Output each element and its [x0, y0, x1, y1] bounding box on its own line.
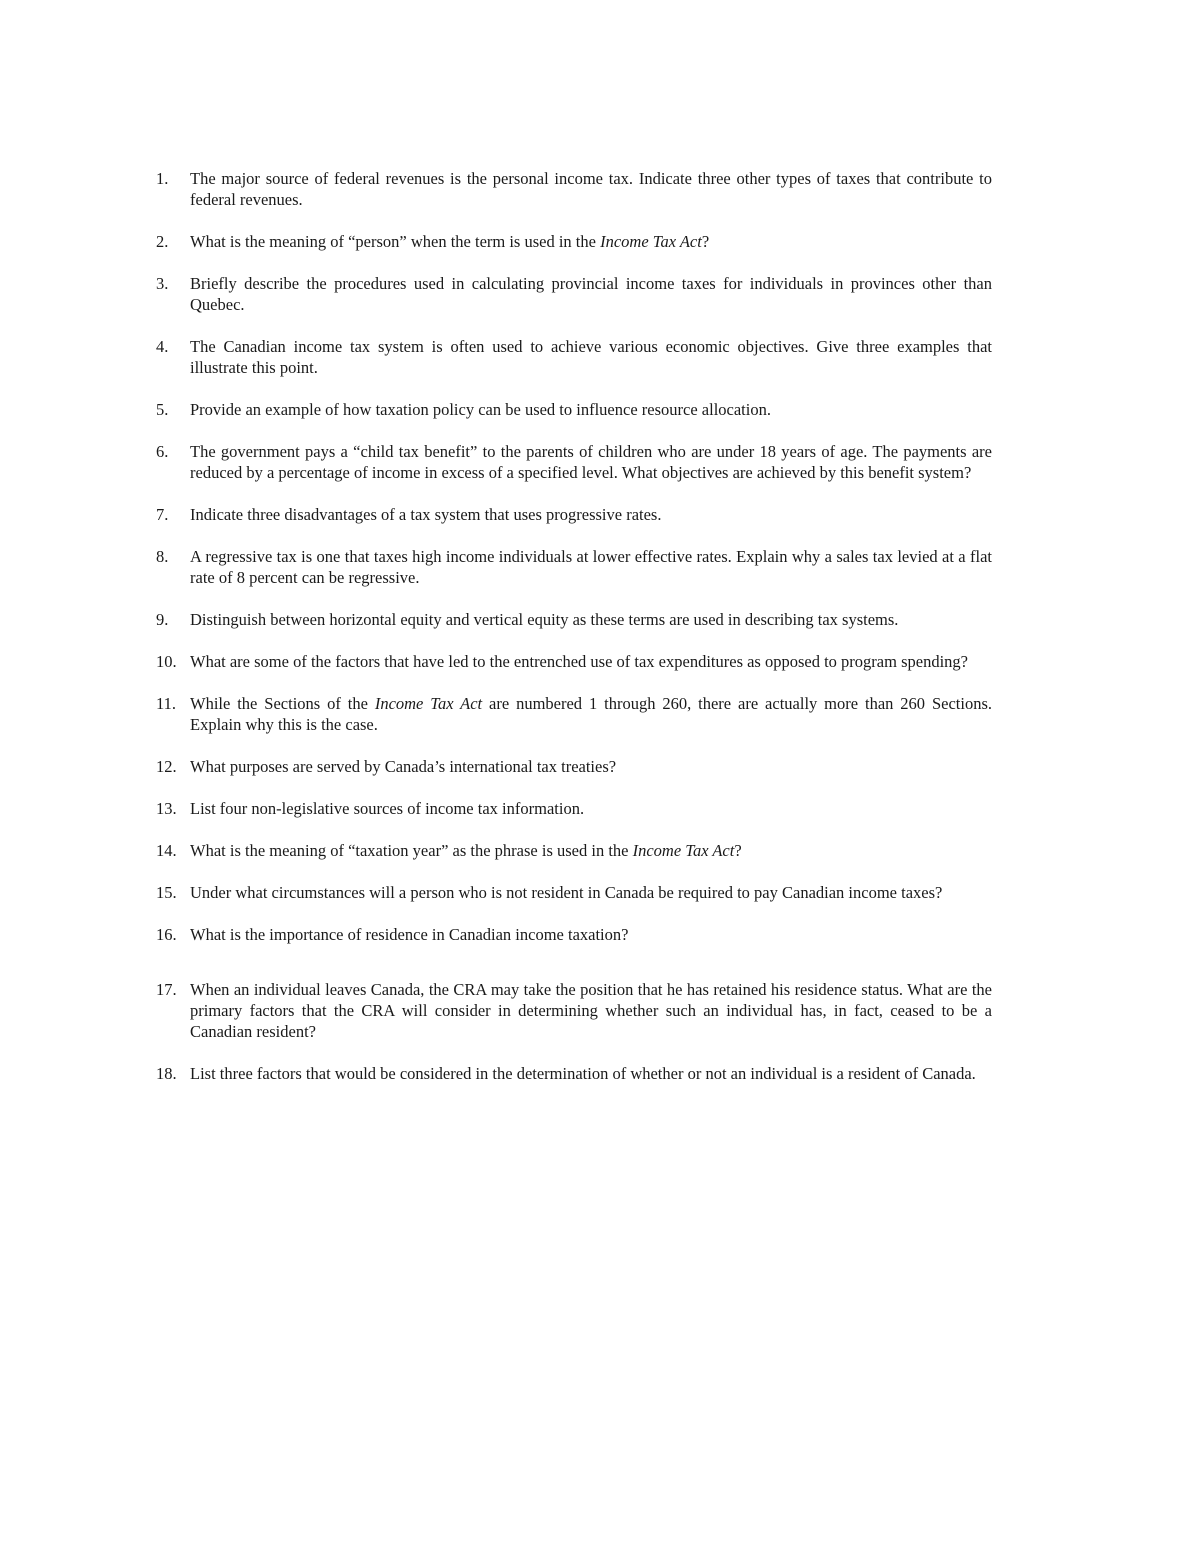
question-item [150, 231, 992, 252]
question-number: 4. [156, 337, 169, 356]
question-number: 15. [156, 883, 177, 902]
question-number: 14. [156, 841, 177, 860]
act-title: Income Tax Act [374, 694, 483, 713]
question-number: 8. [156, 547, 169, 566]
question-item [150, 882, 992, 903]
act-title: Income Tax Act [600, 232, 702, 251]
question-text: What are some of the factors that have led to the entrenched use of tax expenditures as opposed to program spending? [190, 652, 968, 671]
question-text: The major source of federal revenues is the personal income tax. Indicate three other types of taxes that contribute to federal revenues. [190, 169, 992, 209]
question-text: What is the meaning of “taxation year” as the phrase is used in the Income Tax Act? [190, 841, 742, 860]
question-number: 11. [156, 694, 177, 713]
question-text: The government pays a “child tax benefit” to the parents of children who are under 18 years of age. The payments are reduced by a percentage of income in excess of a specified level. What objectives are achieved by this benefit system? [190, 442, 992, 482]
question-list [150, 168, 992, 1105]
question-text: A regressive tax is one that taxes high income individuals at lower effective rates. Explain why a sales tax levied at a flat rate of 8 percent can be regressive. [190, 547, 992, 587]
question-text: Under what circumstances will a person who is not resident in Canada be required to pay Canadian income taxes? [190, 883, 943, 902]
question-text: Briefly describe the procedures used in calculating provincial income taxes for individuals in provinces other than Quebec. [190, 274, 992, 314]
question-item [150, 756, 992, 777]
question-number: 18. [156, 1064, 177, 1083]
question-item [150, 399, 992, 420]
question-number: 13. [156, 799, 177, 818]
question-number: 2. [156, 232, 169, 251]
question-item [150, 798, 992, 819]
question-number: 1. [156, 169, 169, 188]
question-text: List three factors that would be considered in the determination of whether or not an individual is a resident of Canada. [190, 1064, 976, 1083]
question-text: What is the importance of residence in Canadian income taxation? [190, 925, 629, 944]
question-text: Provide an example of how taxation policy can be used to influence resource allocation. [190, 400, 771, 419]
question-item [150, 546, 992, 588]
question-item [150, 924, 992, 945]
question-number: 16. [156, 925, 177, 944]
question-text: The Canadian income tax system is often used to achieve various economic objectives. Give three examples that illustrate this point. [190, 337, 992, 377]
question-number: 9. [156, 610, 169, 629]
question-item [150, 1063, 992, 1084]
question-text: Distinguish between horizontal equity and vertical equity as these terms are used in describing tax systems. [190, 610, 899, 629]
question-item [150, 651, 992, 672]
question-text: When an individual leaves Canada, the CRA may take the position that he has retained his residence status. What are the primary factors that the CRA will consider in determining whether such an individual has, in fact, ceased to be a Canadian resident? [190, 980, 992, 1041]
question-item [150, 840, 992, 861]
question-number: 3. [156, 274, 169, 293]
question-number: 5. [156, 400, 169, 419]
question-item [150, 336, 992, 378]
question-number: 17. [156, 980, 177, 999]
question-item [150, 979, 992, 1042]
question-item [150, 609, 992, 630]
question-item [150, 168, 992, 210]
question-text: What is the meaning of “person” when the term is used in the Income Tax Act? [190, 232, 710, 251]
question-text: What purposes are served by Canada’s international tax treaties? [190, 757, 617, 776]
act-title: Income Tax Act [632, 841, 735, 860]
question-number: 7. [156, 505, 169, 524]
question-item [150, 273, 992, 315]
question-item [150, 504, 992, 525]
question-text: Indicate three disadvantages of a tax system that uses progressive rates. [190, 505, 662, 524]
question-item [150, 693, 992, 735]
question-text: List four non-legislative sources of income tax information. [190, 799, 585, 818]
question-text: While the Sections of the Income Tax Act are numbered 1 through 260, there are actually more than 260 Sections. Explain why this is the case. [190, 694, 993, 734]
question-number: 10. [156, 652, 177, 671]
question-number: 12. [156, 757, 177, 776]
question-item [150, 441, 992, 483]
question-number: 6. [156, 442, 169, 461]
